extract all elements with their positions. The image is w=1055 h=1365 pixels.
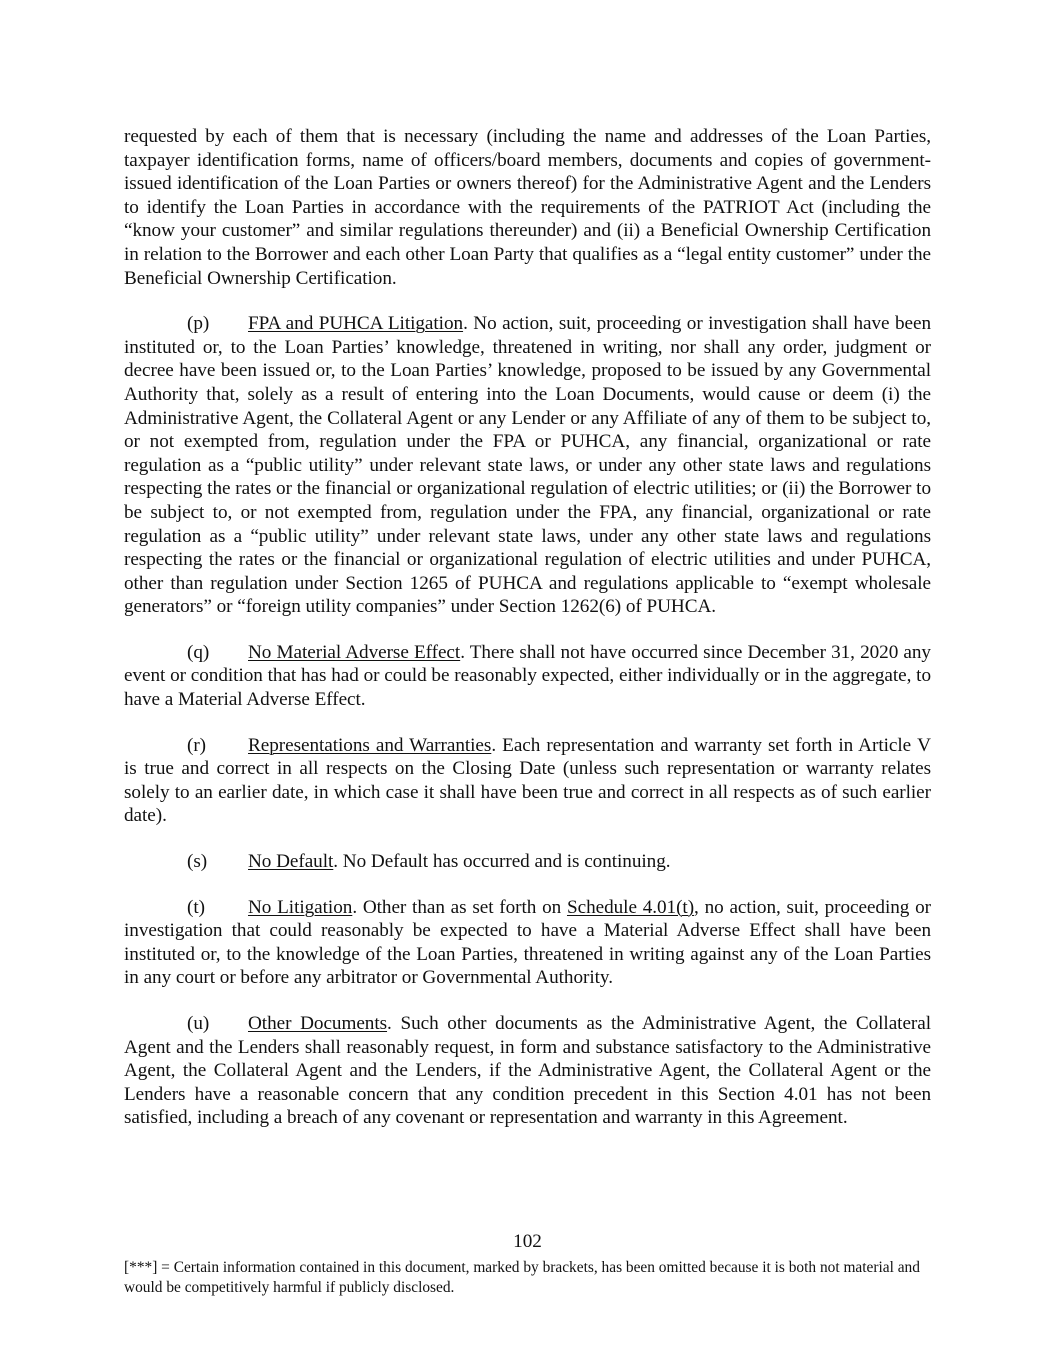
redaction-footnote: [***] = Certain information contained in this document, marked by brackets, has been omitted because it is both not material and would be competitively harmful if publicly disclosed.: [124, 1259, 920, 1296]
section-heading: No Default: [248, 851, 334, 873]
continuation-paragraph: requested by each of them that is necessary (including the name and addresses of the Loan Parties, taxpayer identification forms, name of officers/board members, documents and copies of government-issued identification of the Loan Parties or owners thereof) for the Administrative Agent and the Lenders to identify the Loan Parties in accordance with the requirements of the PATRIOT Act (including the “know your customer” and similar regulations thereunder) and (ii) a Beneficial Ownership Certification in relation to the Borrower and each other Loan Party that qualifies as a “legal entity customer” under the Beneficial Ownership Certification.: [124, 126, 931, 289]
section-u-paragraph: [124, 1012, 931, 1130]
section-body: . No action, suit, proceeding or investigation shall have been instituted or, to the Loan Parties’ knowledge, threatened in writing, nor shall any order, judgment or decree have been issued or, to the Loan Parties’ knowledge, proposed to be issued by any Governmental Authority that, solely as a result of entering into the Loan Documents, would cause or deem (i) the Administrative Agent, the Collateral Agent or any Lender or any Affiliate of any of them to be subject to, or not exempted from, regulation under the FPA or PUHCA, any financial, organizational or rate regulation as a “public utility” under relevant state laws, or under any other state laws and regulations respecting the rates or the financial or organizational regulation of electric utilities; or (ii) the Borrower to be subject to, or not exempted from, regulation under the FPA, any financial, organizational or rate regulation as a “public utility” under relevant state laws, under any other state laws and regulations respecting the rates or the financial or organizational regulation of electric utilities and under PUHCA, other than regulation under Section 1265 of PUHCA and regulations applicable to “exempt wholesale generators” or “foreign utility companies” under Section 1262(6) of PUHCA.: [124, 313, 931, 618]
section-body: . No Default has occurred and is continuing.: [333, 851, 671, 873]
section-label: (q): [187, 641, 210, 663]
section-body: , no action, suit, proceeding or investigation that could reasonably be expected to have a Material Adverse Effect shall have been instituted or, to the knowledge of the Loan Parties, threatened in writing against any of the Loan Parties in any court or before any arbitrator or Governmental Authority.: [124, 896, 931, 989]
section-body: . There shall not have occurred since December 31, 2020 any event or condition that has had or could be reasonably expected, either individually or in the aggregate, to have a Material Adverse Effect.: [124, 641, 931, 711]
section-label: (u): [187, 1013, 210, 1034]
section-q-paragraph: [124, 641, 931, 712]
section-t-paragraph: [124, 896, 931, 990]
section-body: . Each representation and warranty set forth in Article V is true and correct in all respects on the Closing Date (unless such representation or warranty relates solely to an earlier date, in which case it shall have been true and correct in all respects as of such earlier date).: [124, 734, 931, 827]
section-p-paragraph: [124, 312, 931, 619]
section-r-paragraph: [124, 734, 931, 828]
section-label: (s): [187, 851, 208, 873]
schedule-reference: Schedule 4.01(t): [566, 896, 695, 918]
document-page: [124, 125, 931, 1152]
section-heading: Other Documents: [248, 1013, 388, 1034]
section-body: . Such other documents as the Administrative Agent, the Collateral Agent and the Lenders shall reasonably request, in form and substance satisfactory to the Administrative Agent, the Collateral Agent and the Lenders, if the Administrative Agent, the Collateral Agent or the Lenders have a reasonable concern that any condition precedent in this Section 4.01 has not been satisfied, including a breach of any covenant or representation and warranty in this Agreement.: [124, 1013, 931, 1129]
section-s-paragraph: [124, 850, 931, 874]
section-heading: FPA and PUHCA Litigation: [248, 313, 464, 335]
section-heading: No Litigation: [248, 896, 353, 918]
section-label: (p): [187, 313, 210, 335]
page-number: 102: [513, 1231, 542, 1252]
section-body-intro: . Other than as set forth on: [352, 896, 567, 918]
section-heading: Representations and Warranties: [248, 734, 492, 756]
section-label: (t): [187, 896, 205, 918]
section-heading: No Material Adverse Effect: [248, 641, 461, 663]
section-label: (r): [187, 734, 207, 756]
